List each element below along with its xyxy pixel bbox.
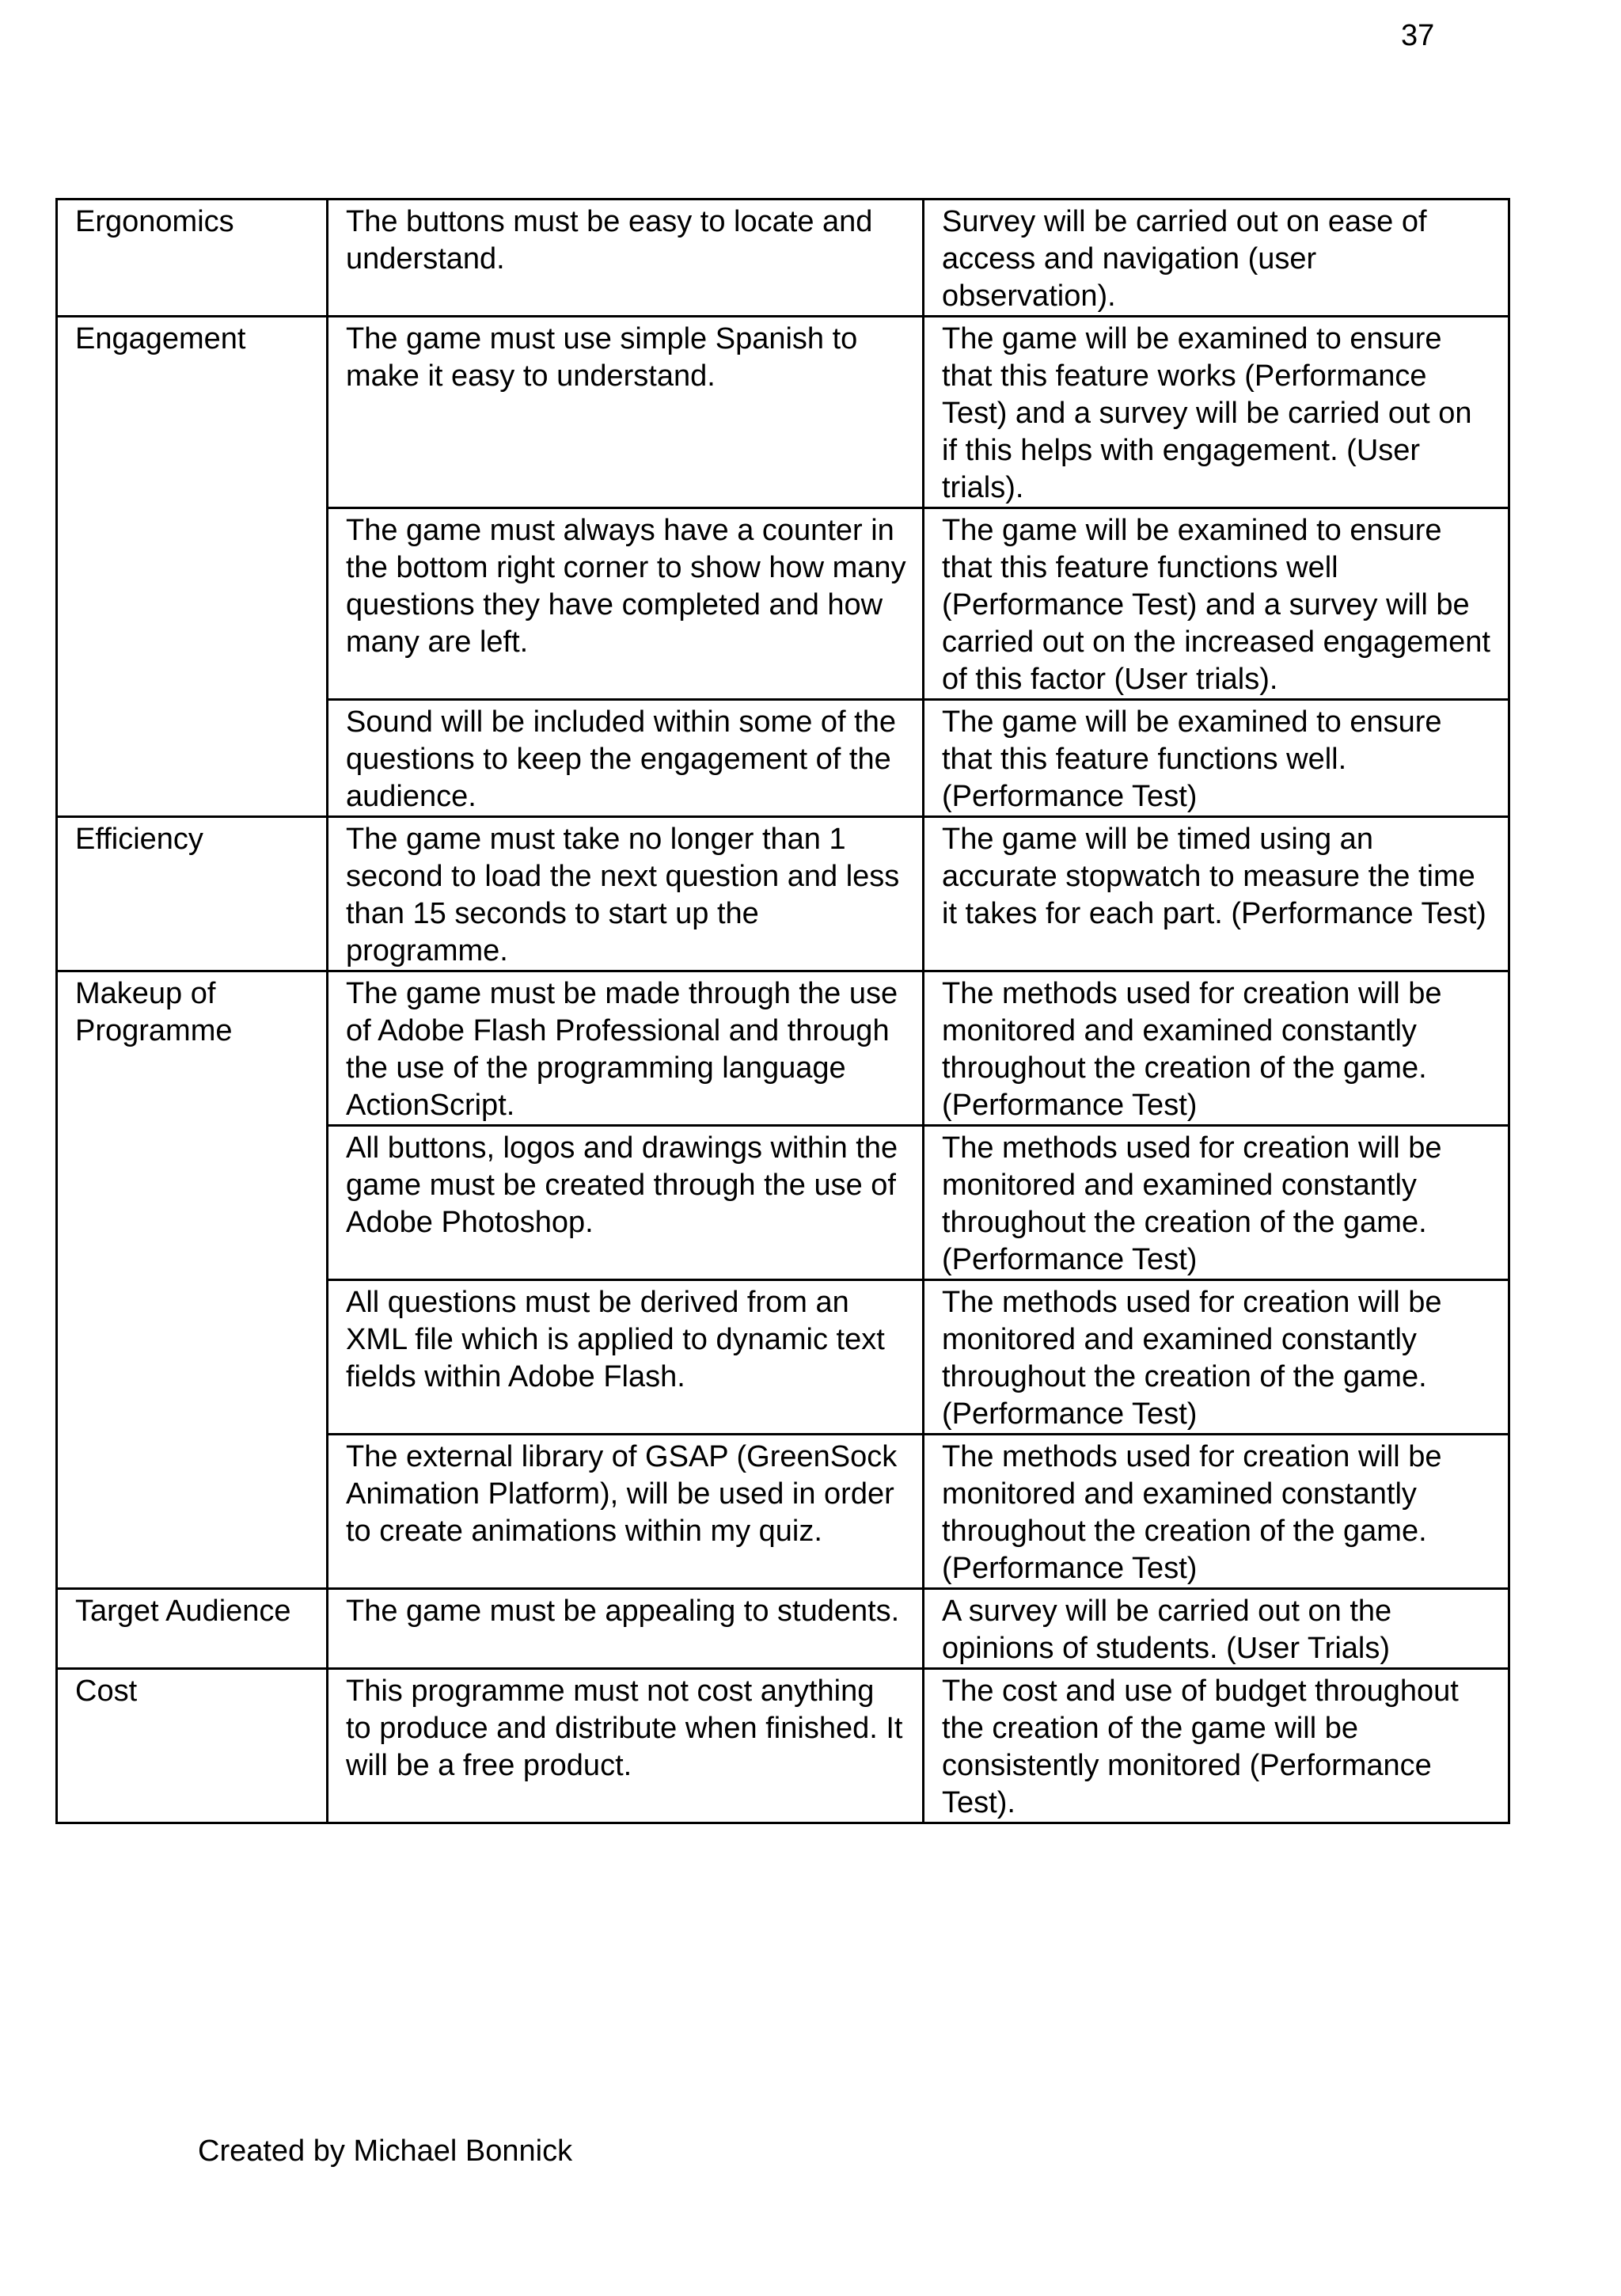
test-cell: The methods used for creation will be monitored and examined constantly throughout the creation of the game. (Performance Test): [924, 1280, 1509, 1435]
category-cell: Target Audience: [57, 1589, 328, 1669]
test-cell: The methods used for creation will be monitored and examined constantly throughout the creation of the game. (Performance Test): [924, 1435, 1509, 1589]
requirement-cell: The game must take no longer than 1 second to load the next question and less than 15 seconds to start up the programme.: [328, 817, 924, 971]
category-cell: Engagement: [57, 317, 328, 817]
test-cell: The game will be examined to ensure that this feature functions well (Performance Test) and a survey will be carried out on the increased engagement of this factor (User trials).: [924, 508, 1509, 700]
page-number: 37: [1401, 19, 1435, 52]
requirement-cell: The game must always have a counter in the bottom right corner to show how many questions they have completed and how many are left.: [328, 508, 924, 700]
category-cell: Makeup of Programme: [57, 971, 328, 1589]
test-cell: Survey will be carried out on ease of access and navigation (user observation).: [924, 200, 1509, 317]
test-cell: A survey will be carried out on the opinions of students. (User Trials): [924, 1589, 1509, 1669]
test-cell: The methods used for creation will be monitored and examined constantly throughout the creation of the game. (Performance Test): [924, 1126, 1509, 1280]
test-cell: The game will be timed using an accurate stopwatch to measure the time it takes for each part. (Performance Test): [924, 817, 1509, 971]
requirement-cell: The external library of GSAP (GreenSock Animation Platform), will be used in order to create animations within my quiz.: [328, 1435, 924, 1589]
test-cell: The game will be examined to ensure that this feature works (Performance Test) and a survey will be carried out on if this helps with engagement. (User trials).: [924, 317, 1509, 508]
requirement-cell: Sound will be included within some of the questions to keep the engagement of the audience.: [328, 700, 924, 817]
table-row: [57, 971, 1509, 1126]
requirement-cell: This programme must not cost anything to produce and distribute when finished. It will be a free product.: [328, 1669, 924, 1823]
requirement-cell: All buttons, logos and drawings within the game must be created through the use of Adobe Photoshop.: [328, 1126, 924, 1280]
requirement-cell: The buttons must be easy to locate and understand.: [328, 200, 924, 317]
requirement-cell: The game must use simple Spanish to make it easy to understand.: [328, 317, 924, 508]
table-row: [57, 317, 1509, 508]
table-row: [57, 1589, 1509, 1669]
footer-author: Created by Michael Bonnick: [198, 2134, 573, 2168]
category-cell: Ergonomics: [57, 200, 328, 317]
table-row: [57, 1669, 1509, 1823]
requirement-cell: The game must be made through the use of Adobe Flash Professional and through the use of the programming language ActionScript.: [328, 971, 924, 1126]
category-cell: Cost: [57, 1669, 328, 1823]
requirement-cell: The game must be appealing to students.: [328, 1589, 924, 1669]
test-cell: The cost and use of budget throughout the creation of the game will be consistently monitored (Performance Test).: [924, 1669, 1509, 1823]
test-cell: The game will be examined to ensure that this feature functions well. (Performance Test): [924, 700, 1509, 817]
category-cell: Efficiency: [57, 817, 328, 971]
requirements-table: [55, 198, 1510, 1824]
table-row: [57, 817, 1509, 971]
test-cell: The methods used for creation will be monitored and examined constantly throughout the creation of the game. (Performance Test): [924, 971, 1509, 1126]
table-row: [57, 200, 1509, 317]
requirement-cell: All questions must be derived from an XML file which is applied to dynamic text fields within Adobe Flash.: [328, 1280, 924, 1435]
